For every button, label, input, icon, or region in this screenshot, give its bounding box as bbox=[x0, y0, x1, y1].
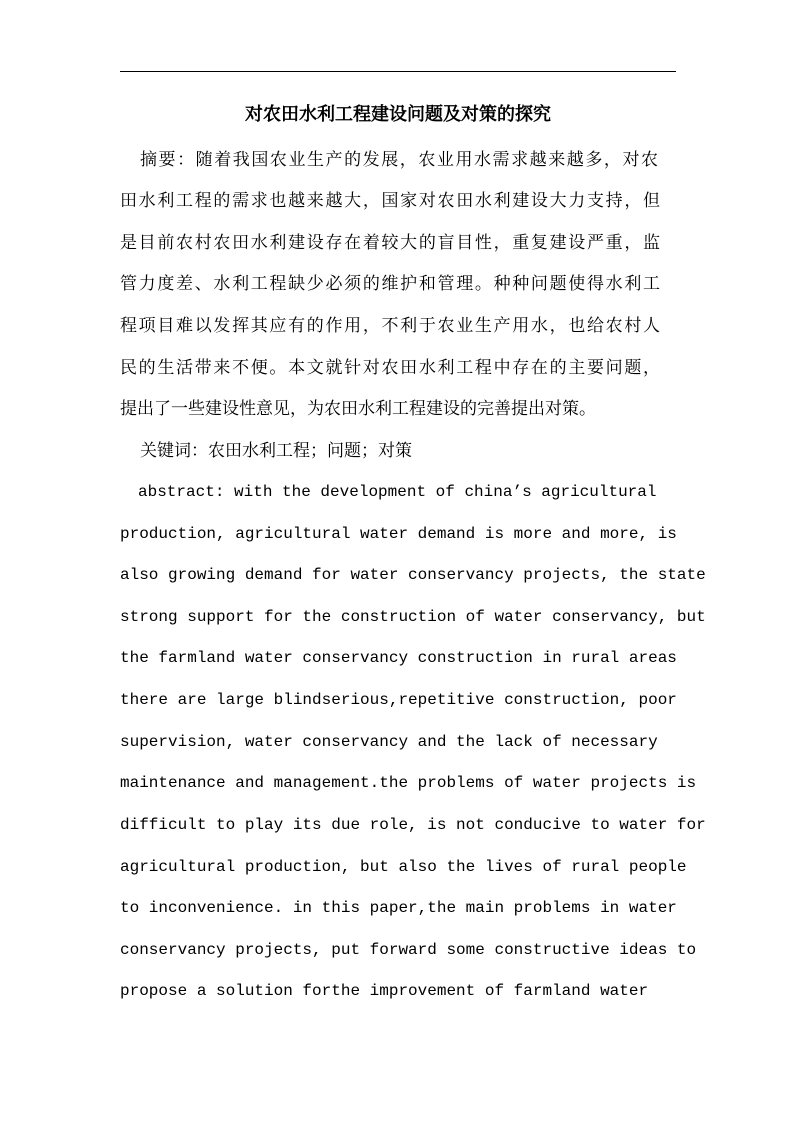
abstract-en-line: difficult to play its due role, is not conducive to water for bbox=[120, 816, 706, 834]
abstract-cn-line: 程项目难以发挥其应有的作用，不利于农业生产用水，也给农村人 bbox=[120, 316, 660, 336]
abstract-cn-line: 管力度差、水利工程缺少必须的维护和管理。种种问题使得水利工 bbox=[120, 274, 660, 294]
abstract-en-line: strong support for the construction of water conservancy, but bbox=[120, 608, 706, 626]
abstract-en-line: agricultural production, but also the lives of rural people bbox=[120, 858, 687, 876]
abstract-en-line: propose a solution forthe improvement of farmland water bbox=[120, 982, 649, 1000]
abstract-en-line: maintenance and management.the problems of water projects is bbox=[120, 774, 697, 792]
header-rule bbox=[120, 71, 676, 72]
abstract-cn-line: 是目前农村农田水利建设存在着较大的盲目性，重复建设严重，监 bbox=[120, 233, 660, 253]
abstract-cn-line: 田水利工程的需求也越来越大，国家对农田水利建设大力支持，但 bbox=[120, 191, 660, 211]
abstract-cn-line: 摘要：随着我国农业生产的发展，农业用水需求越来越多，对农 bbox=[140, 150, 658, 170]
abstract-en-line: conservancy projects, put forward some constructive ideas to bbox=[120, 941, 697, 959]
keywords-line: 关键词：农田水利工程；问题；对策 bbox=[140, 441, 412, 461]
abstract-en-line: abstract: with the development of china’s agricultural bbox=[138, 483, 657, 501]
abstract-en-line: supervision, water conservancy and the lack of necessary bbox=[120, 733, 658, 751]
abstract-en-line: the farmland water conservancy construction in rural areas bbox=[120, 649, 677, 667]
document-title: 对农田水利工程建设问题及对策的探究 bbox=[245, 104, 551, 125]
abstract-cn-line: 民的生活带来不便。本文就针对农田水利工程中存在的主要问题， bbox=[120, 358, 660, 378]
abstract-en-line: also growing demand for water conservancy projects, the state bbox=[120, 566, 706, 584]
abstract-cn-line: 提出了一些建设性意见，为农田水利工程建设的完善提出对策。 bbox=[120, 399, 596, 419]
abstract-en-line: to inconvenience. in this paper,the main problems in water bbox=[120, 899, 677, 917]
abstract-en-line: production, agricultural water demand is more and more, is bbox=[120, 525, 677, 543]
abstract-en-line: there are large blindserious,repetitive construction, poor bbox=[120, 691, 677, 709]
